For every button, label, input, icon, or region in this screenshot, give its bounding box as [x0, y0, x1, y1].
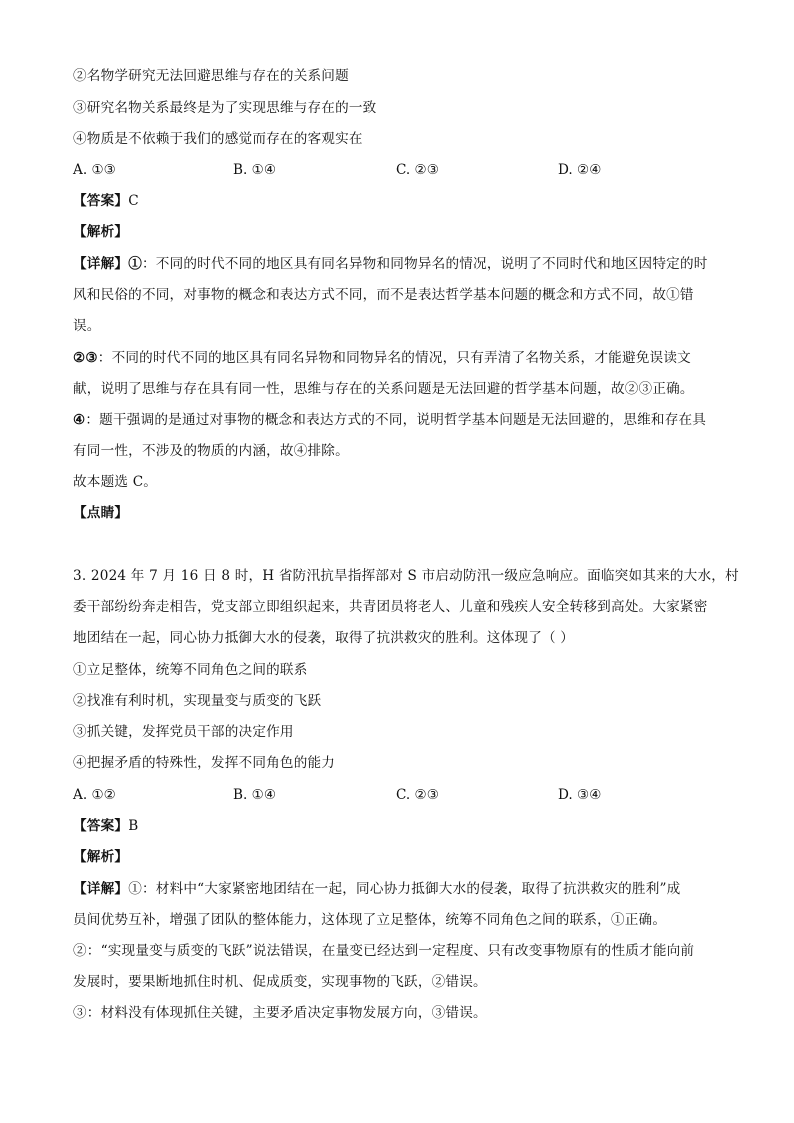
q3-option-c: C. ②③	[396, 787, 439, 803]
q3-stem-line-1: 3. 2024 年 7 月 16 日 8 时，H 省防汛抗旱指挥部对 S 市启动防汛一级应急响应。面临突如其来的大水，村	[73, 568, 739, 584]
q2-detail-lead: ①	[128, 256, 142, 272]
q3-analysis-label: 【解析】	[73, 849, 129, 865]
q2-detail-line-1	[73, 254, 724, 274]
q3-option-d: D. ③④	[558, 787, 602, 803]
q2-comment-label: 【点睛】	[73, 505, 129, 521]
q2-detail-line-6	[73, 410, 724, 430]
q3-options	[73, 785, 733, 805]
q3-detail-line-4: 发展时，要果断地抓住时机、促成质变，实现事物的飞跃，②错误。	[73, 974, 487, 990]
q3-option-b: B. ①④	[233, 787, 277, 803]
q2-option-b: B. ①④	[233, 162, 277, 178]
q3-statement-3: ③抓关键，发挥党员干部的决定作用	[73, 724, 294, 740]
q2-answer-value: C	[128, 193, 139, 209]
q3-answer-label: 【答案】	[73, 818, 129, 834]
q3-statement-4: ④把握矛盾的特殊性，发挥不同角色的能力	[73, 755, 336, 771]
q2-answer-label: 【答案】	[73, 193, 129, 209]
q3-detail-text: ①：材料中“大家紧密地团结在一起，同心协力抵御大水的侵袭，取得了抗洪救灾的胜利”成	[128, 881, 681, 897]
q2-options	[73, 160, 733, 180]
q2-answer	[73, 191, 724, 211]
q2-detail-lead: ②③	[73, 350, 98, 366]
q2-statement-2: ②名物学研究无法回避思维与存在的关系问题	[73, 68, 349, 84]
q3-detail-label: 【详解】	[73, 881, 129, 897]
q2-option-a: A. ①③	[73, 162, 116, 178]
q3-statement-1: ①立足整体，统筹不同角色之间的联系	[73, 662, 308, 678]
q2-detail-line-5: 献，说明了思维与存在具有同一性，思维与存在的关系问题是无法回避的哲学基本问题，故②③正确。	[73, 381, 694, 397]
q3-answer-value: B	[128, 818, 139, 834]
q2-detail-line-7: 有同一性，不涉及的物质的内涵，故④排除。	[73, 443, 349, 459]
q2-detail-line-2: 风和民俗的不同，对事物的概念和表达方式不同，而不是表达哲学基本问题的概念和方式不同，故①错	[73, 287, 694, 303]
q2-detail-text: ：不同的时代不同的地区具有同名异物和同物异名的情况，说明了不同时代和地区因特定的时	[141, 256, 708, 272]
q2-option-d: D. ②④	[558, 162, 602, 178]
q3-stem-line-3: 地团结在一起，同心协力抵御大水的侵袭，取得了抗洪救灾的胜利。这体现了（ ）	[73, 630, 575, 646]
q2-analysis-label: 【解析】	[73, 224, 129, 240]
q3-option-a: A. ①②	[73, 787, 116, 803]
q3-detail-line-2: 员间优势互补，增强了团队的整体能力，这体现了立足整体，统筹不同角色之间的联系，①正确。	[73, 912, 667, 928]
q3-detail-line-3: ②：“实现量变与质变的飞跃”说法错误，在量变已经达到一定程度、只有改变事物原有的性质才能向前	[73, 943, 695, 959]
q3-statement-2: ②找准有利时机，实现量变与质变的飞跃	[73, 693, 322, 709]
q2-detail-lead: ④	[73, 412, 86, 428]
q2-detail-label: 【详解】	[73, 256, 129, 272]
q2-detail-text: ：不同的时代不同的地区具有同名异物和同物异名的情况，只有弄清了名物关系，才能避免误读文	[97, 350, 691, 366]
q2-conclusion: 故本题选 C。	[73, 474, 158, 490]
q2-statement-4: ④物质是不依赖于我们的感觉而存在的客观实在	[73, 131, 363, 147]
q2-detail-line-3: 误。	[73, 318, 101, 334]
q3-answer	[73, 816, 724, 836]
q2-option-c: C. ②③	[396, 162, 439, 178]
q2-statement-3: ③研究名物关系最终是为了实现思维与存在的一致	[73, 100, 377, 116]
q3-detail-line-5: ③：材料没有体现抓住关键，主要矛盾决定事物发展方向，③错误。	[73, 1005, 487, 1021]
q3-stem-line-2: 委干部纷纷奔走相告，党支部立即组织起来，共青团员将老人、儿童和残疾人安全转移到高处。大家紧密	[73, 599, 708, 615]
q3-detail-line-1	[73, 879, 724, 899]
q2-detail-text: ：题干强调的是通过对事物的概念和表达方式的不同，说明哲学基本问题是无法回避的，思维和存在具	[85, 412, 707, 428]
q2-detail-line-4	[73, 348, 724, 368]
